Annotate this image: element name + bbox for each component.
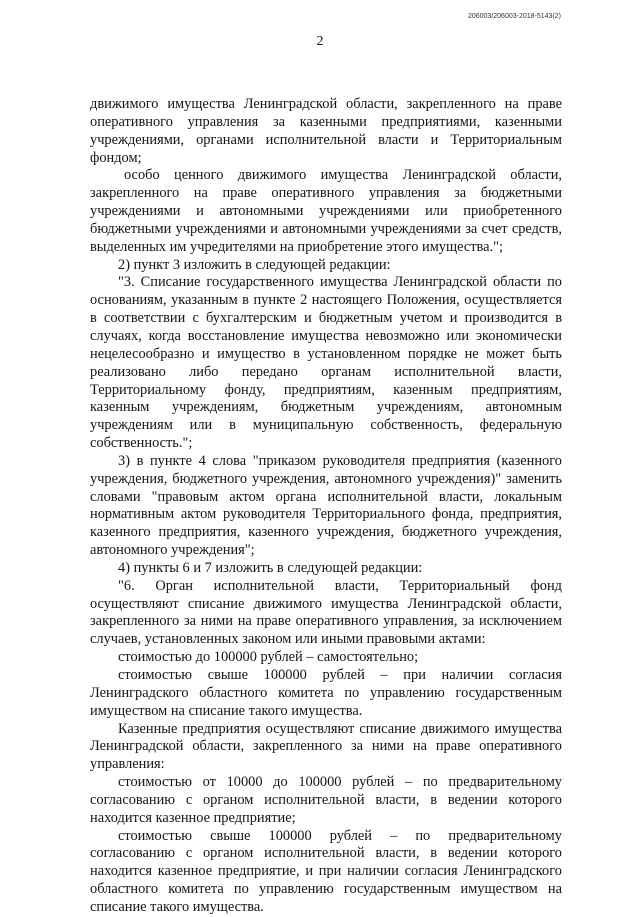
paragraph: стоимостью свыше 100000 рублей – при наличии согласия Ленинградского областного комитета по управлению государственным имуществом на списание такого имущества.	[90, 667, 562, 719]
paragraph: особо ценного движимого имущества Ленинградской области, закрепленного на праве оперативного управления за бюджетными учреждениями и автономными учреждениями или приобретенного бюджетными учреждениями и автономными учреждениями за счет средств, выделенных им учредителями на приобретение этого имущества.";	[90, 167, 562, 255]
paragraph: стоимостью свыше 100000 рублей – по предварительному согласованию с органом исполнительной власти, в ведении которого находится казенное предприятие, и при наличии согласия Ленинградского областного комитета по управлению государственным имуществом на списание такого имущества.	[90, 827, 562, 915]
paragraph: 3) в пункте 4 слова "приказом руководителя предприятия (казенного учреждения, бюджетного учреждения, автономного учреждения)" заменить словами "правовым актом органа исполнительной власти, локальным нормативным актом руководителя Территориального фонда, предприятия, казенного предприятия, казенного учреждения, бюджетного учреждения, автономного учреждения";	[90, 452, 562, 559]
paragraph: 4) пункты 6 и 7 изложить в следующей редакции:	[118, 559, 423, 576]
document-id: 206003/206003-2018-5143(2)	[467, 13, 561, 20]
paragraph: 2) пункт 3 изложить в следующей редакции:	[118, 256, 391, 273]
paragraph: движимого имущества Ленинградской области, закрепленного на праве оперативного управления за казенными предприятиями, казенными учреждениями, органами исполнительной власти и Территориальным фондом;	[90, 96, 562, 166]
paragraph: "3. Списание государственного имущества Ленинградской области по основаниям, указанным в пункте 2 настоящего Положения, осуществляется в соответствии с бухгалтерским и бюджетным учетом и производится в случаях, когда восстановление имущества невозможно или экономически нецелесообразно и имущество в установленном порядке не может быть реализовано либо передано органам исполнительной власти, Территориальному фонду, предприятиям, казенным предприятиям, казенным учреждениям, бюджетным учреждениям, автономным учреждениям или в муниципальную собственность, федеральную собственность.";	[90, 274, 562, 452]
page-number: 2	[316, 34, 324, 49]
document-body	[90, 96, 562, 917]
paragraph: "6. Орган исполнительной власти, Территориальный фонд осуществляют списание движимого имущества Ленинградской области, закрепленного за ними на праве оперативного управления, за исключением случаев, установленных законом или иными правовыми актами:	[90, 577, 562, 648]
paragraph: стоимостью до 100000 рублей – самостоятельно;	[118, 649, 419, 666]
paragraph: Казенные предприятия осуществляют списание движимого имущества Ленинградской области, закрепленного за ними на праве оперативного управления:	[90, 720, 562, 773]
paragraph: стоимостью от 10000 до 100000 рублей – по предварительному согласованию с органом исполнительной власти, в ведении которого находится казенное предприятие;	[90, 774, 562, 826]
